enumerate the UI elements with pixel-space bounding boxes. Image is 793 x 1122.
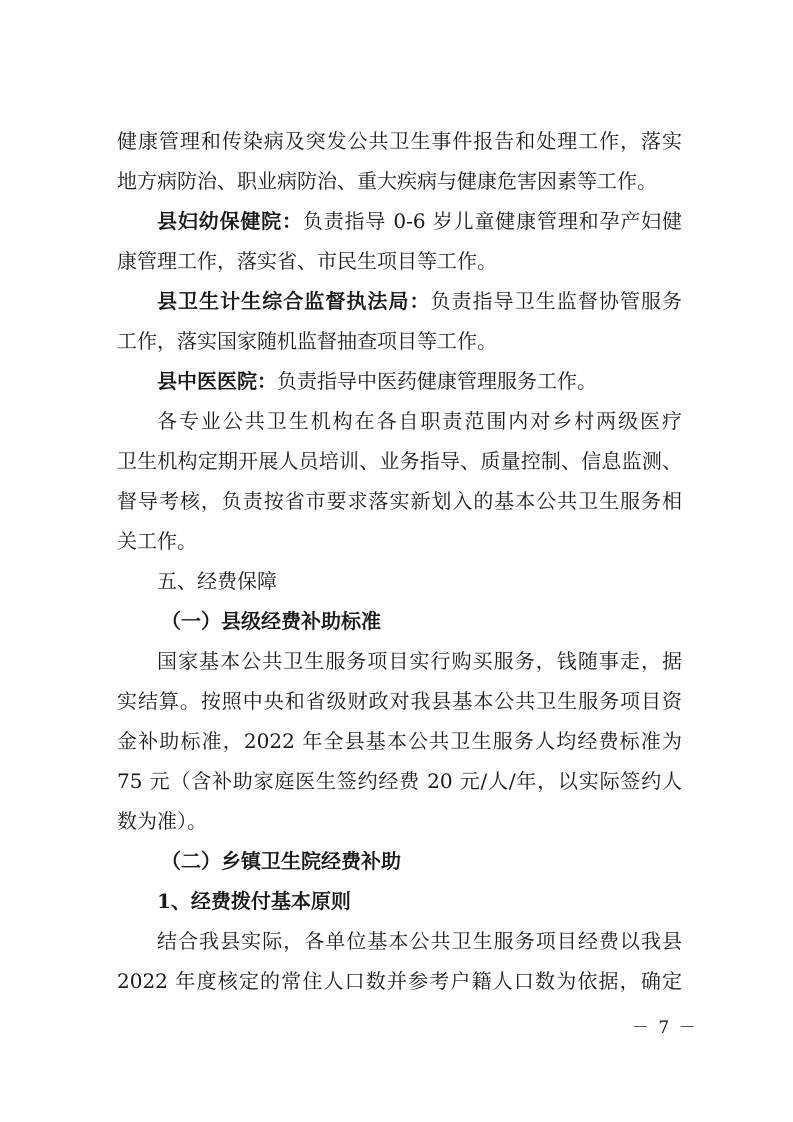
paragraph-line: 督导考核，负责按省市要求落实新划入的基本公共卫生服务相 bbox=[117, 489, 682, 513]
org-label-tcm-hospital: 县中医医院： bbox=[157, 369, 277, 393]
paragraph-line: 各专业公共卫生机构在各自职责范围内对乡村两级医疗 bbox=[157, 409, 682, 433]
org-duty-text: 负责指导中医药健康管理服务工作。 bbox=[277, 369, 597, 393]
paragraph-line bbox=[157, 285, 682, 317]
section-heading: 五、经费保障 bbox=[157, 569, 277, 593]
paragraph-line: 金补助标准，2022 年全县基本公共卫生服务人均经费标准为 bbox=[117, 729, 682, 753]
paragraph-line bbox=[157, 365, 682, 397]
org-duty-text: 负责指导 0-6 岁儿童健康管理和孕产妇健 bbox=[302, 209, 683, 233]
page-number: － 7 － bbox=[632, 1018, 698, 1038]
org-duty-text: 负责指导卫生监督协管服务 bbox=[430, 289, 683, 313]
paragraph-line: 数为准）。 bbox=[117, 809, 207, 833]
paragraph-line: 关工作。 bbox=[117, 529, 197, 553]
paragraph-line bbox=[157, 205, 682, 237]
paragraph-line: 工作，落实国家随机监督抽查项目等工作。 bbox=[117, 329, 497, 353]
paragraph-line: 实结算。按照中央和省级财政对我县基本公共卫生服务项目资 bbox=[117, 689, 682, 713]
paragraph-line: 国家基本公共卫生服务项目实行购买服务，钱随事走，据 bbox=[157, 649, 682, 673]
numbered-heading: 1、经费拨付基本原则 bbox=[157, 889, 351, 913]
paragraph-line: 地方病防治、职业病防治、重大疾病与健康危害因素等工作。 bbox=[117, 169, 657, 193]
subsection-heading: （二）乡镇卫生院经费补助 bbox=[161, 849, 401, 873]
paragraph-line: 康管理工作，落实省、市民生项目等工作。 bbox=[117, 249, 497, 273]
paragraph-line: 结合我县实际，各单位基本公共卫生服务项目经费以我县 bbox=[157, 929, 682, 953]
paragraph-line: 75 元（含补助家庭医生签约经费 20 元/人/年，以实际签约人 bbox=[117, 769, 682, 793]
paragraph-line: 卫生机构定期开展人员培训、业务指导、质量控制、信息监测、 bbox=[117, 449, 682, 473]
paragraph-line: 健康管理和传染病及突发公共卫生事件报告和处理工作，落实 bbox=[117, 129, 682, 153]
subsection-heading: （一）县级经费补助标准 bbox=[161, 609, 381, 633]
org-label-maternal-child: 县妇幼保健院： bbox=[157, 209, 303, 233]
org-label-supervision-bureau: 县卫生计生综合监督执法局： bbox=[157, 289, 431, 313]
paragraph-line: 2022 年度核定的常住人口数并参考户籍人口数为依据，确定 bbox=[117, 969, 682, 993]
